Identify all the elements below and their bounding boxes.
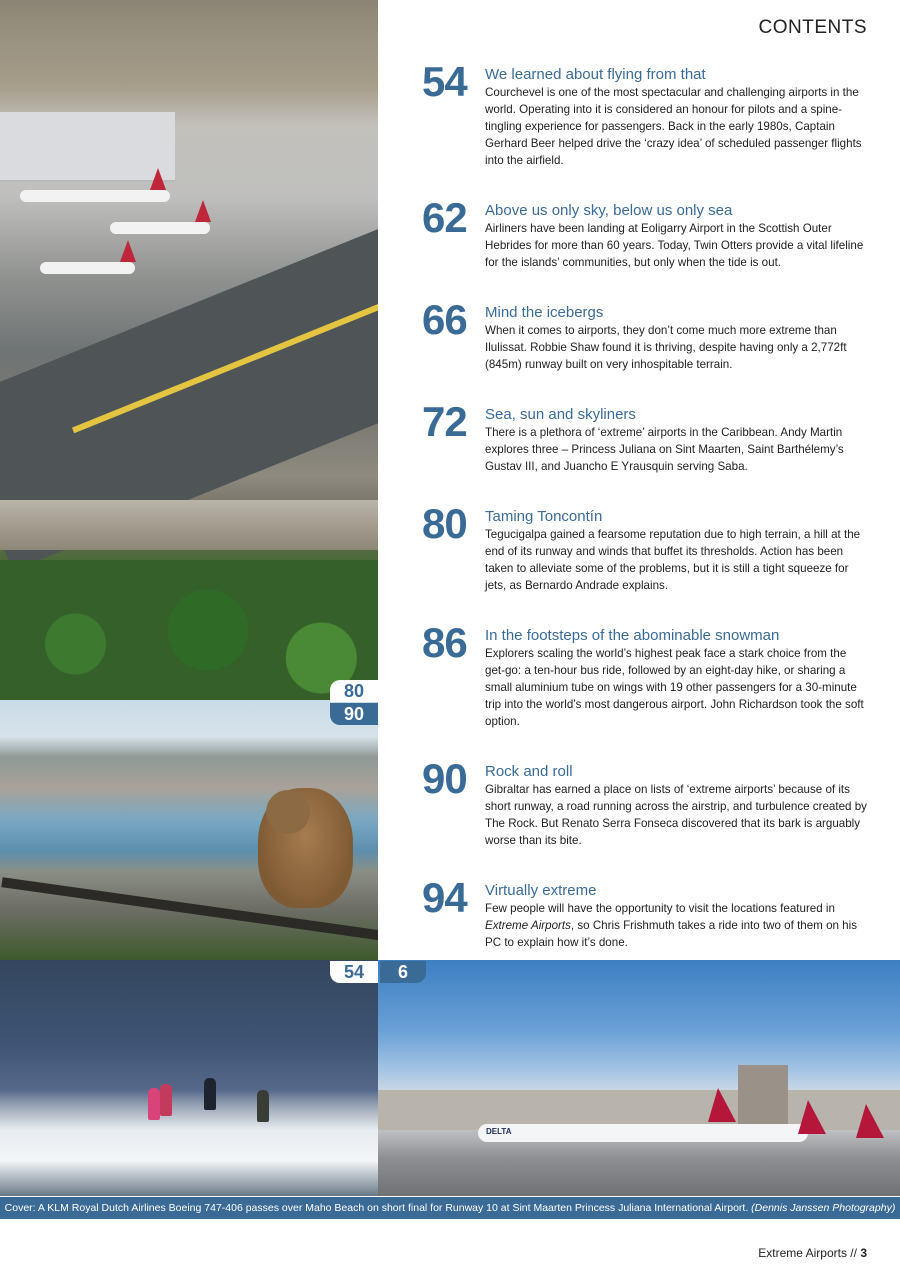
entry-page-number[interactable]: 54 bbox=[422, 58, 467, 105]
aircraft-tail bbox=[708, 1088, 736, 1122]
entry-page-number[interactable]: 62 bbox=[422, 194, 467, 241]
caption-credit: (Dennis Janssen Photography) bbox=[751, 1202, 896, 1214]
page-ref-tag[interactable]: 54 bbox=[330, 961, 378, 983]
entry-text: Airliners have been landing at Eoligarry Airport in the Scottish Outer Hebrides for more than 60 years. Today, Twin Otters provide a vital lifeline for the islands’ communities, but only when the tide is out. bbox=[485, 222, 864, 269]
parked-aircraft bbox=[40, 262, 135, 274]
entry-text: Tegucigalpa gained a fearsome reputation due to high terrain, a hill at the end of its runway and winds that buffet its thresholds. Action has been taken to alleviate some of the problems, but it is still a tight squeeze for jets, as Bernardo Andrade explains. bbox=[485, 528, 861, 592]
person-figure bbox=[148, 1088, 160, 1120]
aircraft-tail bbox=[195, 200, 211, 222]
tree-canopy bbox=[0, 560, 378, 700]
entry-page-number[interactable]: 94 bbox=[422, 874, 467, 921]
parked-aircraft bbox=[110, 222, 210, 234]
delta-livery-text: DELTA bbox=[486, 1127, 512, 1136]
entry-title[interactable]: Rock and roll bbox=[485, 763, 573, 780]
aircraft-tail bbox=[856, 1104, 884, 1138]
hangar-shape bbox=[0, 112, 175, 182]
entry-text: Gibraltar has earned a place on lists of ‘extreme airports’ because of its short runway, a road running across the airstrip, and turbulence created by The Rock. But Renato Serra Fonseca discovered that its bark is arguably worse than its bite. bbox=[485, 783, 867, 847]
footer-publication: Extreme Airports bbox=[758, 1246, 847, 1260]
gibraltar-monkey-photo bbox=[0, 700, 378, 960]
person-figure bbox=[160, 1084, 172, 1116]
entry-title[interactable]: We learned about flying from that bbox=[485, 66, 706, 83]
footer-page-number: 3 bbox=[860, 1246, 867, 1260]
caption-text: Cover: A KLM Royal Dutch Airlines Boeing 747-406 passes over Maho Beach on short final for Runway 10 at Sint Maarten Princess Juliana International Airport. bbox=[4, 1202, 752, 1214]
entry-title[interactable]: Mind the icebergs bbox=[485, 304, 604, 321]
entry-text-part: , so Chris Frishmuth takes a ride into two of them on his PC to explain how it’s done. bbox=[485, 919, 858, 949]
parked-aircraft bbox=[20, 190, 170, 202]
airport-apron-photo bbox=[0, 0, 378, 700]
snow-airstrip-photo bbox=[0, 960, 378, 1196]
entry-text-italic: Extreme Airports bbox=[485, 919, 571, 932]
page-ref-tag[interactable]: 6 bbox=[380, 961, 426, 983]
cover-caption bbox=[0, 1197, 900, 1219]
entry-text: When it comes to airports, they don’t come much more extreme than Ilulissat. Robbie Shaw found it is thriving, despite having only a 2,772ft (845m) runway built on very inhospitable terrain. bbox=[485, 324, 847, 371]
entry-page-number[interactable]: 80 bbox=[422, 500, 467, 547]
delta-jets-photo bbox=[378, 960, 900, 1196]
aircraft-tail bbox=[150, 168, 166, 190]
entry-page-number[interactable]: 66 bbox=[422, 296, 467, 343]
entry-text bbox=[485, 900, 868, 951]
macaque-head bbox=[266, 790, 310, 834]
entry-text: Courchevel is one of the most spectacular and challenging airports in the world. Operating into it is considered an honour for pilots and a spine-tingling experience for passengers. Back in the early 1980s, Captain Gerhard Beer helped drive the ‘crazy idea’ of scheduled passenger flights into the airfield. bbox=[485, 86, 862, 167]
entry-title[interactable]: In the footsteps of the abominable snowman bbox=[485, 627, 780, 644]
entry-text: There is a plethora of ‘extreme’ airports in the Caribbean. Andy Martin explores three – Princess Juliana on Sint Maarten, Saint Barthélemy’s Gustav III, and Juancho E Yrausquin serving Saba. bbox=[485, 426, 844, 473]
delta-jet bbox=[478, 1124, 808, 1142]
entry-page-number[interactable]: 86 bbox=[422, 619, 467, 666]
aircraft-tail bbox=[798, 1100, 826, 1134]
page-title: CONTENTS bbox=[758, 17, 867, 38]
entry-page-number[interactable]: 72 bbox=[422, 398, 467, 445]
aircraft-tail bbox=[120, 240, 136, 262]
entry-text: Explorers scaling the world’s highest peak face a stark choice from the get-go: a ten-hour bus ride, followed by an eight-day hike, or sharing a small aluminium tube on wings with 19 other passengers for a 30-minute trip into the world’s most dangerous airport. John Richardson took the soft option. bbox=[485, 647, 864, 728]
entry-title[interactable]: Above us only sky, below us only sea bbox=[485, 202, 733, 219]
entry-title[interactable]: Virtually extreme bbox=[485, 882, 597, 899]
entry-title[interactable]: Taming Toncontín bbox=[485, 508, 603, 525]
person-figure bbox=[257, 1090, 269, 1122]
page-footer bbox=[758, 1246, 867, 1260]
entry-text-part: Few people will have the opportunity to visit the locations featured in bbox=[485, 902, 835, 915]
page-ref-tag[interactable]: 90 bbox=[330, 703, 378, 725]
person-figure bbox=[204, 1078, 216, 1110]
footer-separator: // bbox=[850, 1246, 857, 1260]
control-tower bbox=[738, 1065, 788, 1130]
entry-page-number[interactable]: 90 bbox=[422, 755, 467, 802]
page-ref-tag[interactable]: 80 bbox=[330, 680, 378, 702]
entry-title[interactable]: Sea, sun and skyliners bbox=[485, 406, 636, 423]
rock-slope bbox=[0, 500, 378, 550]
